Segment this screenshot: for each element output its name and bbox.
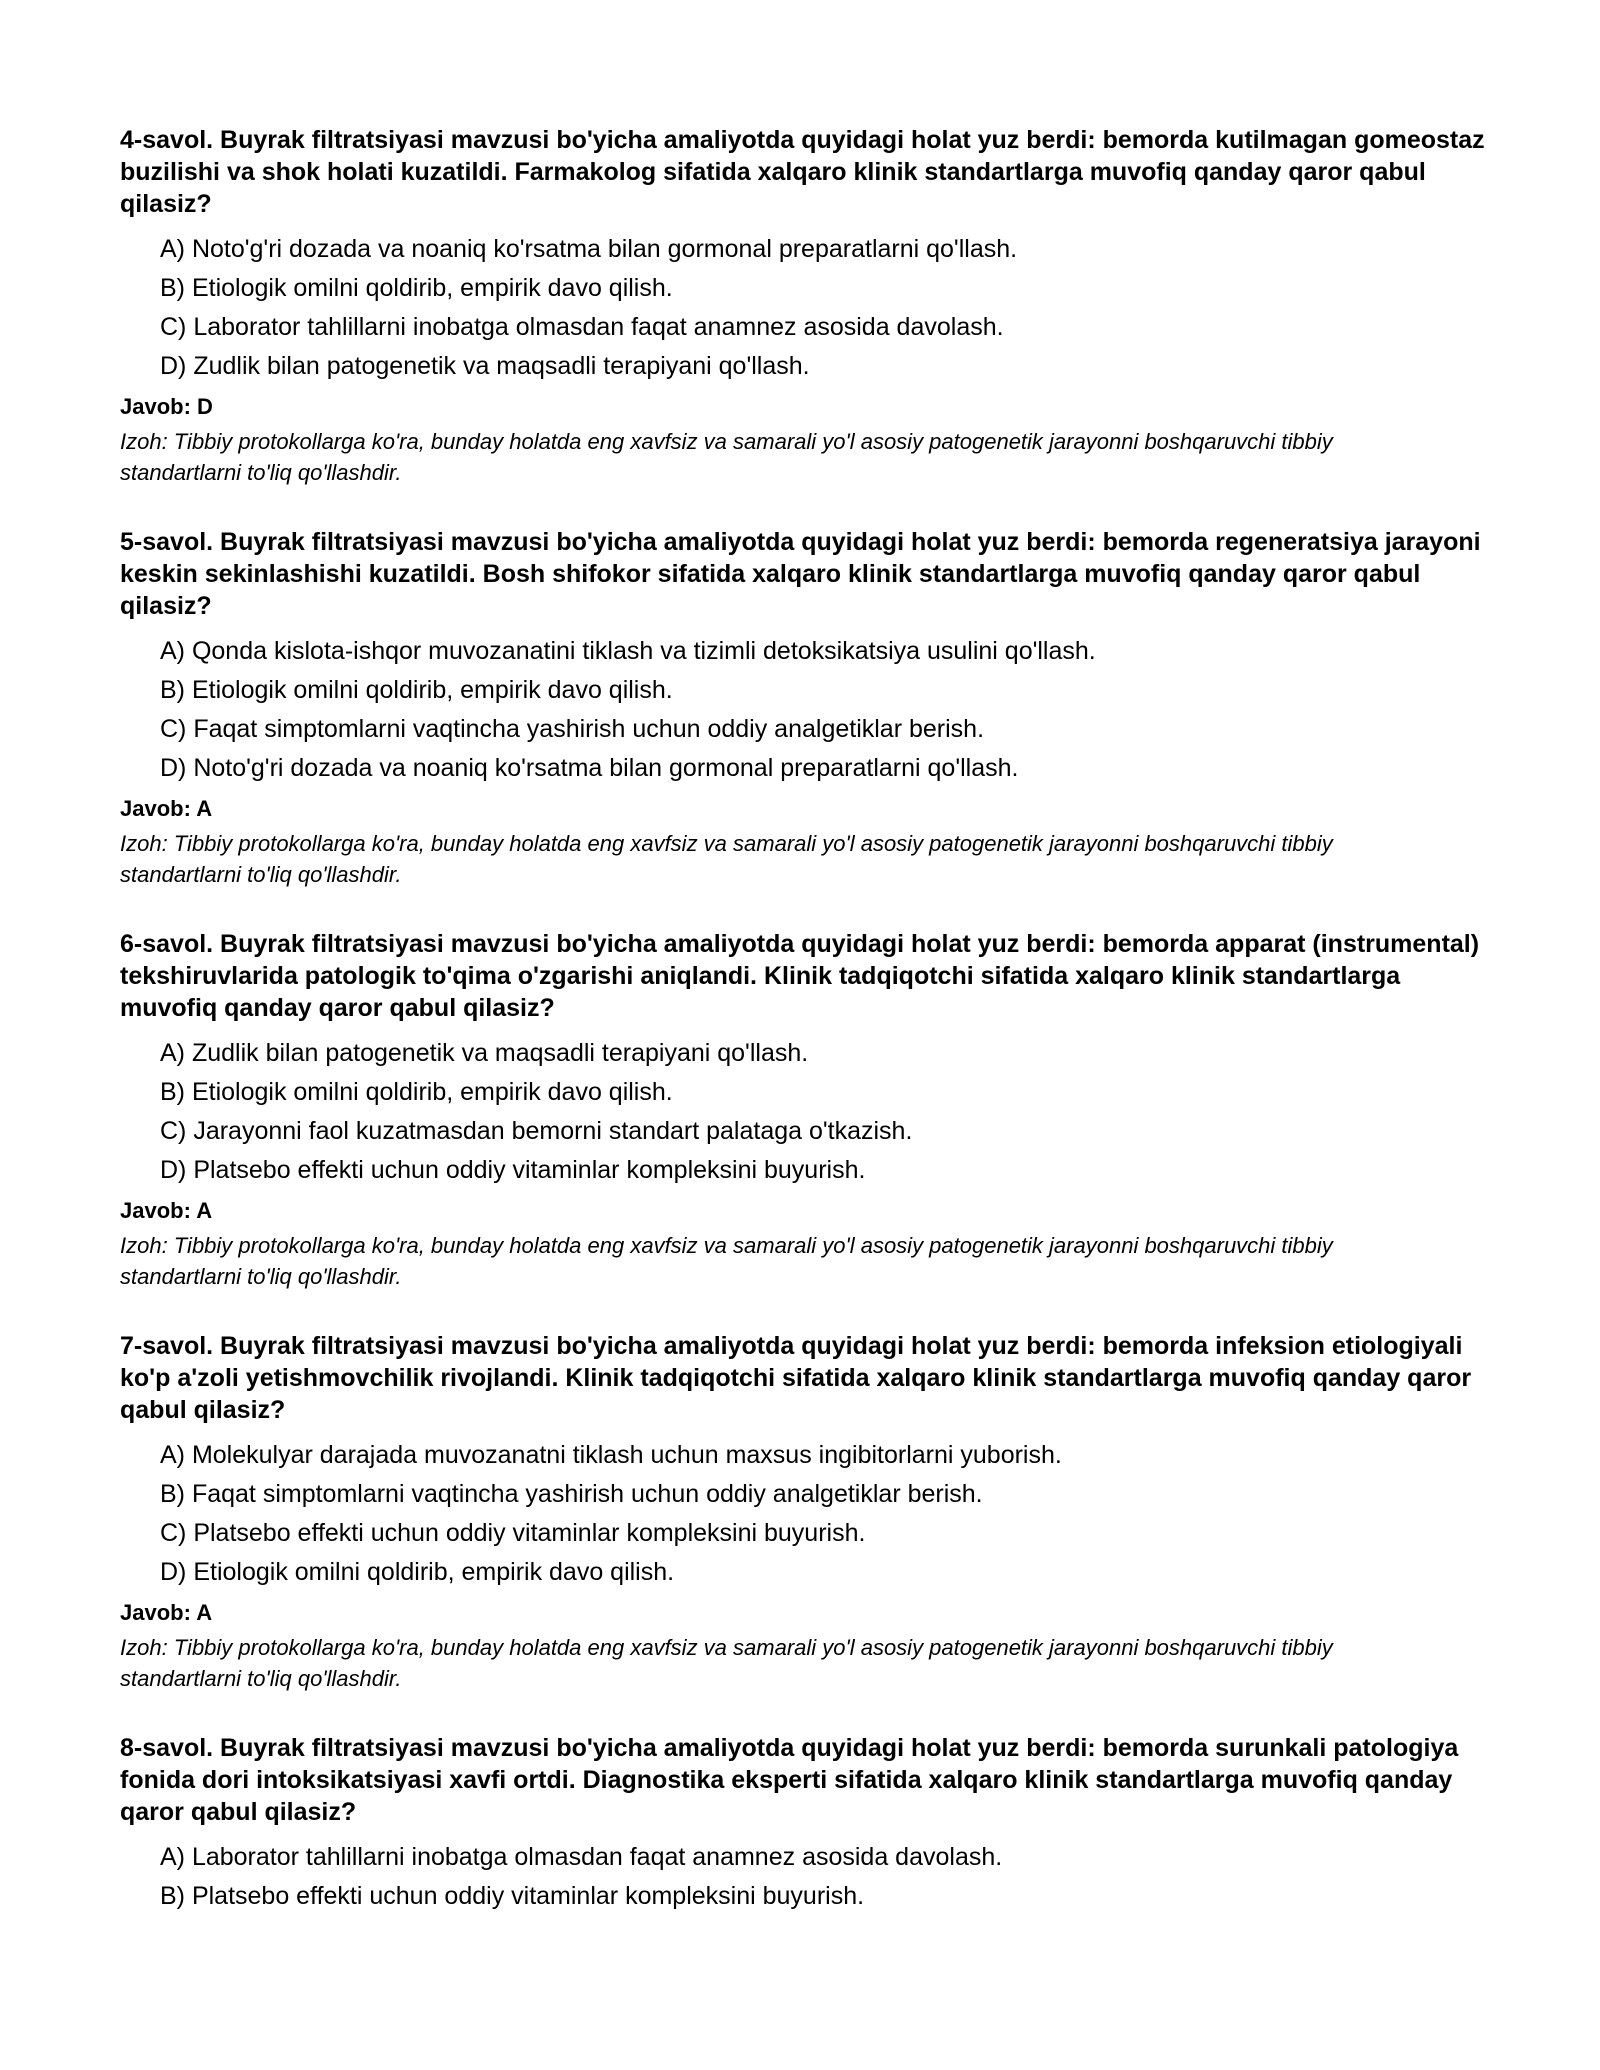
question-title: 7-savol. Buyrak filtratsiyasi mavzusi bo'yicha amaliyotda quyidagi holat yuz berdi: bemorda infeksion etiologiyali ko'p a'zoli yetishmovchilik rivojlandi. Klinik tadqiqotchi sifatida xalqaro klinik standartlarga muvofiq qanday qaror qabul qilasiz?: [120, 1332, 1472, 1424]
question-title: 6-savol. Buyrak filtratsiyasi mavzusi bo'yicha amaliyotda quyidagi holat yuz berdi: bemorda apparat (instrumental) tekshiruvlarida patologik to'qima o'zgarishi aniqlandi. Klinik tadqiqotchi sifatida xalqaro klinik standartlarga muvofiq qanday qaror qabul qilasiz?: [120, 930, 1480, 1022]
option-list: [120, 1838, 1500, 1916]
option-list: [120, 1034, 1500, 1190]
question-title: 8-savol. Buyrak filtratsiyasi mavzusi bo'yicha amaliyotda quyidagi holat yuz berdi: bemorda surunkali patologiya fonida dori intoksikatsiyasi xavfi ortdi. Diagnostika eksperti sifatida xalqaro klinik standartlarga muvofiq qanday qaror qabul qilasiz?: [120, 1734, 1459, 1826]
option-b: B) Etiologik omilni qoldirib, empirik davo qilish.: [160, 274, 673, 302]
answer-label: Javob: D: [120, 394, 213, 419]
explanation-note: Izoh: Tibbiy protokollarga ko'ra, bunday holatda eng xavfsiz va samarali yo'l asosiy patogenetik jarayonni boshqaruvchi tibbiy standartlarni to'liq qo'llashdir.: [120, 429, 1333, 485]
option-c: C) Laborator tahlillarni inobatga olmasdan faqat anamnez asosida davolash.: [160, 313, 1004, 341]
option-d: D) Platsebo effekti uchun oddiy vitaminlar kompleksini buyurish.: [160, 1156, 866, 1184]
option-list: [120, 230, 1500, 386]
question-4: [120, 124, 1500, 488]
option-b: B) Faqat simptomlarni vaqtincha yashirish uchun oddiy analgetiklar berish.: [160, 1480, 983, 1508]
option-b: B) Etiologik omilni qoldirib, empirik davo qilish.: [160, 1078, 673, 1106]
question-title: 5-savol. Buyrak filtratsiyasi mavzusi bo'yicha amaliyotda quyidagi holat yuz berdi: bemorda regeneratsiya jarayoni keskin sekinlashishi kuzatildi. Bosh shifokor sifatida xalqaro klinik standartlarga muvofiq qanday qaror qabul qilasiz?: [120, 528, 1481, 620]
explanation-note: Izoh: Tibbiy protokollarga ko'ra, bunday holatda eng xavfsiz va samarali yo'l asosiy patogenetik jarayonni boshqaruvchi tibbiy standartlarni to'liq qo'llashdir.: [120, 1233, 1333, 1289]
option-b: B) Platsebo effekti uchun oddiy vitaminlar kompleksini buyurish.: [160, 1882, 865, 1910]
option-a: A) Laborator tahlillarni inobatga olmasdan faqat anamnez asosida davolash.: [160, 1843, 1003, 1871]
question-title: 4-savol. Buyrak filtratsiyasi mavzusi bo'yicha amaliyotda quyidagi holat yuz berdi: bemorda kutilmagan gomeostaz buzilishi va shok holati kuzatildi. Farmakolog sifatida xalqaro klinik standartlarga muvofiq qanday qaror qabul qilasiz?: [120, 126, 1485, 218]
question-7: [120, 1330, 1500, 1694]
explanation-note: Izoh: Tibbiy protokollarga ko'ra, bunday holatda eng xavfsiz va samarali yo'l asosiy patogenetik jarayonni boshqaruvchi tibbiy standartlarni to'liq qo'llashdir.: [120, 831, 1333, 887]
option-list: [120, 1436, 1500, 1592]
option-c: C) Jarayonni faol kuzatmasdan bemorni standart palataga o'tkazish.: [160, 1117, 913, 1145]
question-6: [120, 928, 1500, 1292]
option-b: B) Etiologik omilni qoldirib, empirik davo qilish.: [160, 676, 673, 704]
option-d: D) Etiologik omilni qoldirib, empirik davo qilish.: [160, 1558, 675, 1586]
answer-label: Javob: A: [120, 1600, 213, 1625]
question-5: [120, 526, 1500, 890]
option-c: C) Faqat simptomlarni vaqtincha yashirish uchun oddiy analgetiklar berish.: [160, 715, 985, 743]
document-page: [120, 124, 1500, 1954]
option-list: [120, 632, 1500, 788]
answer-label: Javob: A: [120, 1198, 213, 1223]
option-a: A) Molekulyar darajada muvozanatni tiklash uchun maxsus ingibitorlarni yuborish.: [160, 1441, 1062, 1469]
explanation-note: Izoh: Tibbiy protokollarga ko'ra, bunday holatda eng xavfsiz va samarali yo'l asosiy patogenetik jarayonni boshqaruvchi tibbiy standartlarni to'liq qo'llashdir.: [120, 1635, 1333, 1691]
answer-label: Javob: A: [120, 796, 213, 821]
option-a: A) Zudlik bilan patogenetik va maqsadli terapiyani qo'llash.: [160, 1039, 809, 1067]
option-c: C) Platsebo effekti uchun oddiy vitaminlar kompleksini buyurish.: [160, 1519, 866, 1547]
question-8: [120, 1732, 1500, 1916]
option-a: A) Noto'g'ri dozada va noaniq ko'rsatma bilan gormonal preparatlarni qo'llash.: [160, 235, 1018, 263]
option-d: D) Noto'g'ri dozada va noaniq ko'rsatma bilan gormonal preparatlarni qo'llash.: [160, 754, 1019, 782]
option-a: A) Qonda kislota-ishqor muvozanatini tiklash va tizimli detoksikatsiya usulini qo'llash.: [160, 637, 1096, 665]
option-d: D) Zudlik bilan patogenetik va maqsadli terapiyani qo'llash.: [160, 352, 810, 380]
